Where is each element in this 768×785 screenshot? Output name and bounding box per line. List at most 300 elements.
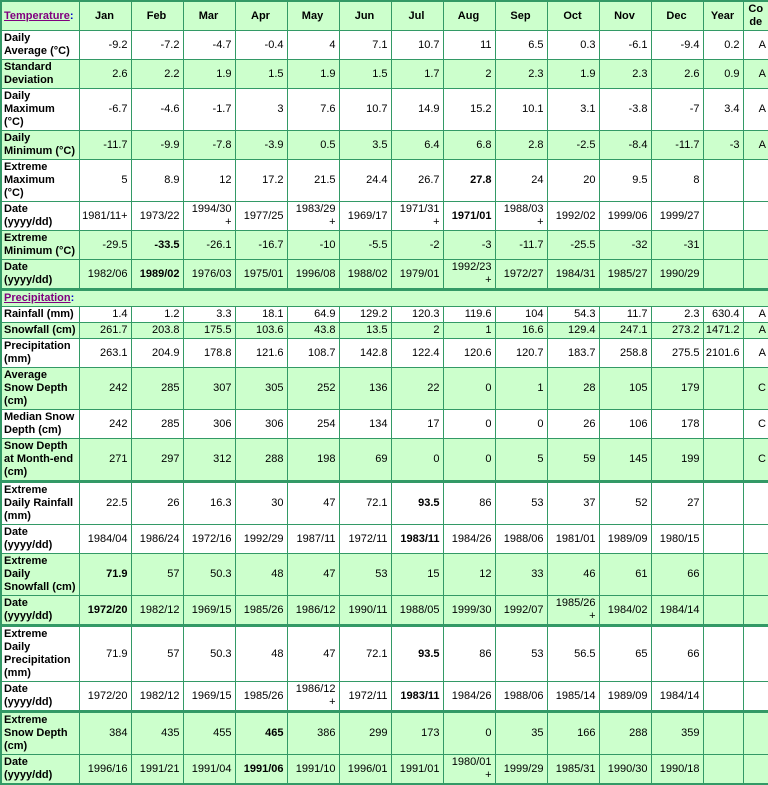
row-label: Date (yyyy/dd)	[1, 682, 79, 712]
data-cell: 1977/25	[235, 202, 287, 231]
code-cell	[743, 712, 768, 755]
data-cell: -29.5	[79, 231, 131, 260]
data-cell: 1984/26	[443, 525, 495, 554]
table-row	[1, 131, 768, 160]
code-cell: C	[743, 439, 768, 482]
data-cell: 129.4	[547, 323, 599, 339]
precipitation-section-link[interactable]: Precipitation	[4, 292, 71, 304]
data-cell: 59	[547, 439, 599, 482]
table-row	[1, 31, 768, 60]
data-cell: 9.5	[599, 160, 651, 202]
data-cell: 1984/14	[651, 682, 703, 712]
data-cell: -25.5	[547, 231, 599, 260]
data-cell: 306	[235, 410, 287, 439]
data-cell: 175.5	[183, 323, 235, 339]
data-cell: 86	[443, 482, 495, 525]
table-row	[1, 231, 768, 260]
data-cell: 1988/03+	[495, 202, 547, 231]
data-cell: 2.3	[495, 60, 547, 89]
data-cell: -6.1	[599, 31, 651, 60]
year-cell	[703, 439, 743, 482]
data-cell: 28	[547, 368, 599, 410]
data-cell: 26	[547, 410, 599, 439]
data-cell: 166	[547, 712, 599, 755]
data-cell: 1990/18	[651, 755, 703, 785]
data-cell: 1994/30+	[183, 202, 235, 231]
data-cell: 275.5	[651, 339, 703, 368]
data-cell: 27.8	[443, 160, 495, 202]
data-cell: 1972/11	[339, 525, 391, 554]
year-cell	[703, 712, 743, 755]
column-header-oct: Oct	[547, 1, 599, 31]
data-cell: 1.5	[339, 60, 391, 89]
data-cell: 1.2	[131, 307, 183, 323]
data-cell: -11.7	[651, 131, 703, 160]
row-label: Daily Minimum (°C)	[1, 131, 79, 160]
data-cell: 1984/14	[651, 596, 703, 626]
data-cell: 8	[651, 160, 703, 202]
table-row	[1, 554, 768, 596]
data-cell: 1.7	[391, 60, 443, 89]
data-cell: 53	[495, 482, 547, 525]
column-header-code: Code	[743, 1, 768, 31]
data-cell: 258.8	[599, 339, 651, 368]
year-cell: 630.4	[703, 307, 743, 323]
data-cell: 359	[651, 712, 703, 755]
data-cell: 16.6	[495, 323, 547, 339]
data-cell: 183.7	[547, 339, 599, 368]
data-cell: 254	[287, 410, 339, 439]
data-cell: 47	[287, 626, 339, 682]
data-cell: 12	[183, 160, 235, 202]
row-label: Daily Maximum (°C)	[1, 89, 79, 131]
data-cell: 179	[651, 368, 703, 410]
table-row	[1, 596, 768, 626]
data-cell: 104	[495, 307, 547, 323]
data-cell: 24.4	[339, 160, 391, 202]
year-cell: -3	[703, 131, 743, 160]
data-cell: 52	[599, 482, 651, 525]
code-cell	[743, 260, 768, 290]
data-cell: -9.9	[131, 131, 183, 160]
data-cell: 1999/06	[599, 202, 651, 231]
data-cell: 10.7	[391, 31, 443, 60]
data-cell: 2.3	[651, 307, 703, 323]
data-cell: 93.5	[391, 626, 443, 682]
data-cell: 1.5	[235, 60, 287, 89]
data-cell: 1999/29	[495, 755, 547, 785]
data-cell: 1980/15	[651, 525, 703, 554]
data-cell: 1	[495, 368, 547, 410]
temperature-section-header	[1, 1, 79, 31]
data-cell: -5.5	[339, 231, 391, 260]
row-label: Date (yyyy/dd)	[1, 525, 79, 554]
data-cell: 1986/24	[131, 525, 183, 554]
data-cell: -2	[391, 231, 443, 260]
data-cell: 54.3	[547, 307, 599, 323]
data-cell: 204.9	[131, 339, 183, 368]
data-cell: 37	[547, 482, 599, 525]
data-cell: -9.4	[651, 31, 703, 60]
column-header-nov: Nov	[599, 1, 651, 31]
data-cell: 173	[391, 712, 443, 755]
data-cell: 1979/01	[391, 260, 443, 290]
data-cell: 1.9	[183, 60, 235, 89]
data-cell: 1992/29	[235, 525, 287, 554]
data-cell: 20	[547, 160, 599, 202]
row-label: Daily Average (°C)	[1, 31, 79, 60]
data-cell: 0	[391, 439, 443, 482]
data-cell: 307	[183, 368, 235, 410]
data-cell: 3	[235, 89, 287, 131]
data-cell: 105	[599, 368, 651, 410]
data-cell: 1990/11	[339, 596, 391, 626]
data-cell: 93.5	[391, 482, 443, 525]
data-cell: -7	[651, 89, 703, 131]
data-cell: 312	[183, 439, 235, 482]
code-cell: C	[743, 410, 768, 439]
data-cell: 142.8	[339, 339, 391, 368]
year-cell	[703, 482, 743, 525]
section-colon: :	[70, 292, 75, 304]
data-cell: 136	[339, 368, 391, 410]
data-cell: 1.9	[287, 60, 339, 89]
data-cell: 1969/17	[339, 202, 391, 231]
data-cell: -0.4	[235, 31, 287, 60]
data-cell: 1988/06	[495, 682, 547, 712]
data-cell: 1969/15	[183, 596, 235, 626]
data-cell: 1989/02	[131, 260, 183, 290]
year-cell: 0.9	[703, 60, 743, 89]
data-cell: 435	[131, 712, 183, 755]
data-cell: 86	[443, 626, 495, 682]
data-cell: -4.6	[131, 89, 183, 131]
table-row	[1, 626, 768, 682]
data-cell: 261.7	[79, 323, 131, 339]
year-cell	[703, 596, 743, 626]
data-cell: 0	[443, 439, 495, 482]
table-row	[1, 482, 768, 525]
table-row	[1, 682, 768, 712]
data-cell: 21.5	[287, 160, 339, 202]
year-cell	[703, 160, 743, 202]
data-cell: 120.7	[495, 339, 547, 368]
row-label: Extreme Daily Precipitation (mm)	[1, 626, 79, 682]
row-label: Extreme Minimum (°C)	[1, 231, 79, 260]
data-cell: 15.2	[443, 89, 495, 131]
data-cell: 53	[495, 626, 547, 682]
column-header-sep: Sep	[495, 1, 547, 31]
section-header-row	[1, 1, 768, 31]
data-cell: 1972/27	[495, 260, 547, 290]
data-cell: -1.7	[183, 89, 235, 131]
data-cell: 6.4	[391, 131, 443, 160]
row-label: Date (yyyy/dd)	[1, 596, 79, 626]
data-cell: 43.8	[287, 323, 339, 339]
data-cell: 5	[495, 439, 547, 482]
data-cell: 1991/21	[131, 755, 183, 785]
data-cell: 1988/05	[391, 596, 443, 626]
column-header-apr: Apr	[235, 1, 287, 31]
year-cell	[703, 410, 743, 439]
table-row	[1, 323, 768, 339]
data-cell: 3.3	[183, 307, 235, 323]
row-label: Standard Deviation	[1, 60, 79, 89]
data-cell: 50.3	[183, 554, 235, 596]
column-header-mar: Mar	[183, 1, 235, 31]
code-cell: A	[743, 60, 768, 89]
row-label: Extreme Snow Depth (cm)	[1, 712, 79, 755]
data-cell: 0.5	[287, 131, 339, 160]
data-cell: -4.7	[183, 31, 235, 60]
data-cell: 199	[651, 439, 703, 482]
data-cell: 26	[131, 482, 183, 525]
data-cell: 1988/02	[339, 260, 391, 290]
data-cell: -3	[443, 231, 495, 260]
data-cell: 3.1	[547, 89, 599, 131]
data-cell: 0.3	[547, 31, 599, 60]
data-cell: -11.7	[79, 131, 131, 160]
data-cell: 1990/30	[599, 755, 651, 785]
data-cell: 1984/02	[599, 596, 651, 626]
row-label: Date (yyyy/dd)	[1, 755, 79, 785]
data-cell: 2	[443, 60, 495, 89]
data-cell: 1985/26	[235, 596, 287, 626]
data-cell: -31	[651, 231, 703, 260]
column-header-dec: Dec	[651, 1, 703, 31]
data-cell: 1972/11	[339, 682, 391, 712]
data-cell: 69	[339, 439, 391, 482]
data-cell: 120.6	[443, 339, 495, 368]
data-cell: 1	[443, 323, 495, 339]
row-label: Precipitation (mm)	[1, 339, 79, 368]
row-label: Median Snow Depth (cm)	[1, 410, 79, 439]
column-header-year: Year	[703, 1, 743, 31]
data-cell: 1.4	[79, 307, 131, 323]
climate-table-body	[1, 1, 768, 784]
data-cell: 1982/12	[131, 682, 183, 712]
data-cell: 18.1	[235, 307, 287, 323]
data-cell: 15	[391, 554, 443, 596]
data-cell: 35	[495, 712, 547, 755]
data-cell: 1983/29+	[287, 202, 339, 231]
data-cell: 2.6	[79, 60, 131, 89]
row-label: Extreme Maximum (°C)	[1, 160, 79, 202]
data-cell: -9.2	[79, 31, 131, 60]
data-cell: 242	[79, 368, 131, 410]
table-row	[1, 260, 768, 290]
data-cell: 5	[79, 160, 131, 202]
data-cell: 30	[235, 482, 287, 525]
data-cell: -2.5	[547, 131, 599, 160]
data-cell: 0	[495, 410, 547, 439]
code-cell: A	[743, 323, 768, 339]
data-cell: 1985/27	[599, 260, 651, 290]
data-cell: 50.3	[183, 626, 235, 682]
data-cell: 17	[391, 410, 443, 439]
code-cell: A	[743, 339, 768, 368]
table-row	[1, 339, 768, 368]
data-cell: 61	[599, 554, 651, 596]
data-cell: -3.9	[235, 131, 287, 160]
data-cell: -8.4	[599, 131, 651, 160]
data-cell: 3.5	[339, 131, 391, 160]
row-label: Date (yyyy/dd)	[1, 202, 79, 231]
data-cell: 108.7	[287, 339, 339, 368]
data-cell: -33.5	[131, 231, 183, 260]
data-cell: 2.8	[495, 131, 547, 160]
data-cell: -7.8	[183, 131, 235, 160]
table-row	[1, 525, 768, 554]
data-cell: 1986/12	[287, 596, 339, 626]
data-cell: 2.2	[131, 60, 183, 89]
data-cell: 1996/16	[79, 755, 131, 785]
row-label: Snow Depth at Month-end (cm)	[1, 439, 79, 482]
data-cell: 1992/23+	[443, 260, 495, 290]
year-cell: 3.4	[703, 89, 743, 131]
data-cell: 273.2	[651, 323, 703, 339]
data-cell: 1972/20	[79, 682, 131, 712]
data-cell: 455	[183, 712, 235, 755]
data-cell: 0	[443, 712, 495, 755]
row-label: Extreme Daily Rainfall (mm)	[1, 482, 79, 525]
data-cell: 120.3	[391, 307, 443, 323]
column-header-feb: Feb	[131, 1, 183, 31]
data-cell: 66	[651, 626, 703, 682]
data-cell: 17.2	[235, 160, 287, 202]
code-cell: A	[743, 131, 768, 160]
data-cell: 0	[443, 410, 495, 439]
data-cell: 119.6	[443, 307, 495, 323]
year-cell	[703, 525, 743, 554]
table-row	[1, 60, 768, 89]
data-cell: -26.1	[183, 231, 235, 260]
data-cell: 384	[79, 712, 131, 755]
data-cell: 66	[651, 554, 703, 596]
data-cell: 203.8	[131, 323, 183, 339]
data-cell: -6.7	[79, 89, 131, 131]
data-cell: -16.7	[235, 231, 287, 260]
temperature-section-link[interactable]: Temperature	[4, 9, 70, 22]
code-cell: A	[743, 307, 768, 323]
year-cell	[703, 682, 743, 712]
data-cell: 1991/04	[183, 755, 235, 785]
data-cell: 1986/12+	[287, 682, 339, 712]
data-cell: 1989/09	[599, 682, 651, 712]
data-cell: 122.4	[391, 339, 443, 368]
data-cell: 1975/01	[235, 260, 287, 290]
data-cell: 1.9	[547, 60, 599, 89]
year-cell: 2101.6	[703, 339, 743, 368]
data-cell: 47	[287, 482, 339, 525]
data-cell: 7.6	[287, 89, 339, 131]
data-cell: 121.6	[235, 339, 287, 368]
code-cell	[743, 202, 768, 231]
data-cell: 1999/27	[651, 202, 703, 231]
year-cell	[703, 202, 743, 231]
column-header-jul: Jul	[391, 1, 443, 31]
data-cell: 1983/11	[391, 682, 443, 712]
data-cell: 134	[339, 410, 391, 439]
data-cell: 26.7	[391, 160, 443, 202]
data-cell: 1985/26+	[547, 596, 599, 626]
table-row	[1, 439, 768, 482]
data-cell: 252	[287, 368, 339, 410]
data-cell: 53	[339, 554, 391, 596]
data-cell: 10.7	[339, 89, 391, 131]
code-cell	[743, 626, 768, 682]
data-cell: 1981/01	[547, 525, 599, 554]
data-cell: 1982/06	[79, 260, 131, 290]
data-cell: 1992/02	[547, 202, 599, 231]
table-row	[1, 160, 768, 202]
data-cell: 1982/12	[131, 596, 183, 626]
data-cell: 8.9	[131, 160, 183, 202]
data-cell: 72.1	[339, 626, 391, 682]
data-cell: 72.1	[339, 482, 391, 525]
data-cell: 1992/07	[495, 596, 547, 626]
precipitation-section-header	[1, 290, 768, 307]
data-cell: 106	[599, 410, 651, 439]
row-label: Snowfall (cm)	[1, 323, 79, 339]
data-cell: 14.9	[391, 89, 443, 131]
year-cell: 0.2	[703, 31, 743, 60]
data-cell: 24	[495, 160, 547, 202]
data-cell: 1973/22	[131, 202, 183, 231]
data-cell: 1984/26	[443, 682, 495, 712]
year-cell	[703, 260, 743, 290]
data-cell: 247.1	[599, 323, 651, 339]
data-cell: 1985/31	[547, 755, 599, 785]
data-cell: 1989/09	[599, 525, 651, 554]
data-cell: 0	[443, 368, 495, 410]
data-cell: 1985/26	[235, 682, 287, 712]
data-cell: 1988/06	[495, 525, 547, 554]
data-cell: 1983/11	[391, 525, 443, 554]
table-row	[1, 410, 768, 439]
data-cell: 48	[235, 554, 287, 596]
data-cell: 2.3	[599, 60, 651, 89]
data-cell: 11.7	[599, 307, 651, 323]
data-cell: 22.5	[79, 482, 131, 525]
code-cell	[743, 482, 768, 525]
year-cell: 1471.2	[703, 323, 743, 339]
data-cell: 4	[287, 31, 339, 60]
data-cell: 1991/06	[235, 755, 287, 785]
data-cell: 1984/04	[79, 525, 131, 554]
data-cell: 57	[131, 554, 183, 596]
code-cell	[743, 682, 768, 712]
data-cell: 386	[287, 712, 339, 755]
data-cell: 33	[495, 554, 547, 596]
column-header-jun: Jun	[339, 1, 391, 31]
data-cell: 288	[599, 712, 651, 755]
data-cell: 47	[287, 554, 339, 596]
data-cell: 1980/01+	[443, 755, 495, 785]
data-cell: 145	[599, 439, 651, 482]
row-label: Average Snow Depth (cm)	[1, 368, 79, 410]
data-cell: 1996/01	[339, 755, 391, 785]
data-cell: 65	[599, 626, 651, 682]
data-cell: 22	[391, 368, 443, 410]
code-cell	[743, 554, 768, 596]
row-label: Extreme Daily Snowfall (cm)	[1, 554, 79, 596]
data-cell: 103.6	[235, 323, 287, 339]
data-cell: 7.1	[339, 31, 391, 60]
data-cell: 1981/11+	[79, 202, 131, 231]
data-cell: -11.7	[495, 231, 547, 260]
data-cell: 11	[443, 31, 495, 60]
